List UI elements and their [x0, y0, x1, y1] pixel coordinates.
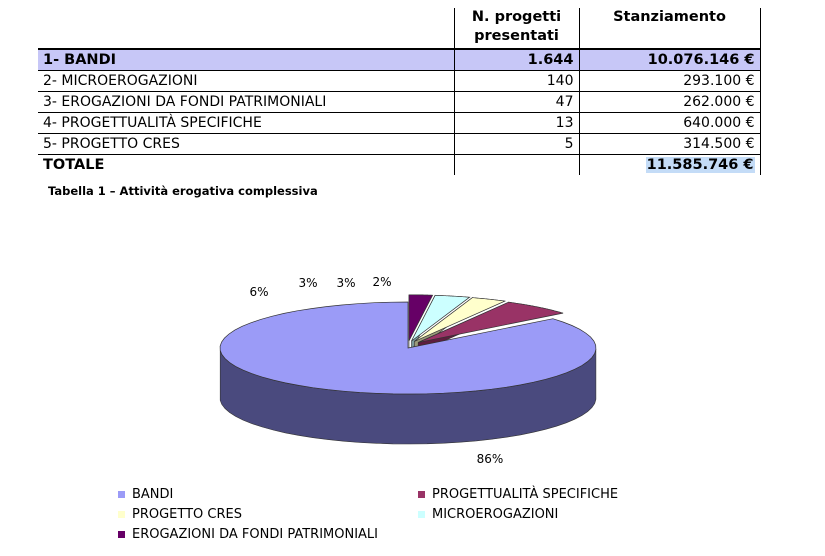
legend-item [118, 507, 242, 522]
row-amount: 640.000 € [579, 113, 760, 134]
row-label: 1- BANDI [38, 49, 454, 71]
legend-item [118, 487, 173, 502]
legend-item [418, 487, 618, 502]
data-label: 86% [476, 452, 504, 466]
row-count: 140 [454, 71, 579, 92]
row-amount: 293.100 € [579, 71, 760, 92]
header-allocation: Stanziamento [579, 8, 760, 49]
legend-label: EROGAZIONI DA FONDI PATRIMONIALI [132, 527, 379, 542]
header-projects-count: N. progetti presentati [454, 8, 579, 49]
legend-item [118, 527, 378, 542]
row-label: 2- MICROEROGAZIONI [43, 73, 198, 89]
legend-label: PROGETTUALITÀ SPECIFICHE [432, 487, 619, 502]
legend-swatch [118, 491, 125, 498]
legend-label: MICROEROGAZIONI [432, 507, 559, 522]
row-count: 13 [454, 113, 579, 134]
table-caption: Tabella 1 – Attività erogativa complessiva [48, 184, 318, 198]
legend-swatch [418, 511, 425, 518]
legend-swatch [418, 491, 425, 498]
legend-swatch [118, 511, 125, 518]
data-label: 3% [298, 276, 318, 290]
row-amount: 10.076.146 € [579, 49, 760, 71]
row-label: 4- PROGETTUALITÀ SPECIFICHE [43, 115, 262, 131]
row-label: 3- EROGAZIONI DA FONDI PATRIMONIALI [43, 94, 327, 110]
data-label: 2% [372, 275, 392, 289]
total-label: TOTALE [43, 157, 105, 173]
row-count: 1.644 [454, 49, 579, 71]
legend-item [418, 507, 558, 522]
row-count: 47 [454, 92, 579, 113]
data-label: 3% [336, 276, 356, 290]
legend-swatch [118, 531, 125, 538]
legend-label: BANDI [132, 487, 174, 502]
row-count: 5 [454, 134, 579, 155]
row-amount: 262.000 € [579, 92, 760, 113]
row-label: 5- PROGETTO CRES [43, 136, 180, 152]
legend-label: PROGETTO CRES [132, 507, 242, 522]
row-amount: 314.500 € [579, 134, 760, 155]
data-label: 6% [249, 285, 269, 299]
pie-tops [220, 295, 596, 394]
total-amount-value: 11.585.746 € [646, 157, 754, 173]
